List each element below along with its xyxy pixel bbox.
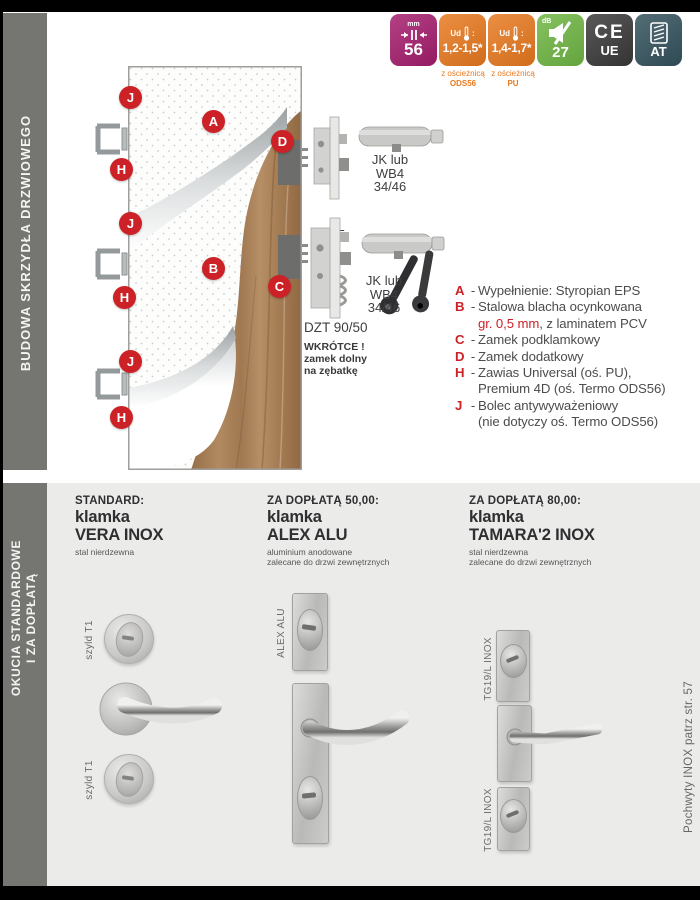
- column-tamara-header: ZA DOPŁATĄ 80,00: klamka TAMARA'2 INOX stal nierdzewna zalecane do drzwi zewnętrznych: [469, 495, 669, 567]
- legend-item-A: A - Wypełnienie: Styropian EPS: [455, 283, 641, 298]
- escutcheon-t1-bottom-image: [104, 754, 154, 804]
- tg19-label-top: TG19/L INOX: [482, 637, 494, 701]
- legend-item-B-line2: gr. 0,5 mm, z laminatem PCV: [478, 315, 647, 331]
- marker-H-bottom: H: [110, 406, 133, 429]
- badge-at: AT: [635, 14, 682, 66]
- side-note: Pochwyty INOX patrz str. 57: [683, 681, 695, 833]
- escutcheon-t1-top-image: [104, 614, 154, 664]
- sidebar-title-bottom-label: OKUCIA STANDARDOWE I ZA DOPŁATĄ: [9, 539, 38, 697]
- badge-ud-ods56: Ud : 1,2-1,5*: [439, 14, 486, 66]
- cylinder1-caption: JK lub WB4 34/46: [371, 152, 409, 194]
- top-border: [0, 0, 700, 12]
- legend-item-J: J - Bolec antywyważeniowy: [455, 397, 619, 413]
- bottom-border: [0, 886, 700, 900]
- legend-item-H: H - Zawias Universal (oś. PU),: [455, 365, 632, 381]
- marker-H-top: H: [110, 158, 133, 181]
- escutcheon-label-bottom: szyld T1: [83, 760, 95, 800]
- marker-B: B: [202, 257, 225, 280]
- tg19-label-bottom: TG19/L INOX: [482, 788, 494, 852]
- legend-item-H-line2: Premium 4D (oś. Termo ODS56): [478, 381, 666, 397]
- column-vera-material: stal nierdzewna: [75, 547, 135, 557]
- column-alex-material: aluminium anodowane zalecane do drzwi zewnętrznych: [267, 547, 390, 567]
- cylinder2-caption: JK lub WB4 34/46: [365, 273, 403, 315]
- badge-ud-pu: Ud : 1,4-1,7*: [488, 14, 535, 66]
- sidebar-title-bottom: [3, 503, 45, 733]
- marker-H-middle: H: [113, 286, 136, 309]
- marker-J-top: J: [119, 86, 142, 109]
- badge-ud-pu-caption: z ościeżnicą PU: [491, 69, 535, 88]
- column-alex-header: ZA DOPŁATĄ 50,00: klamka ALEX ALU aluminium anodowane zalecane do drzwi zewnętrznych: [267, 495, 457, 567]
- approval-document-icon: [647, 22, 671, 44]
- alex-lever-image: [296, 698, 424, 761]
- sidebar-title-top-label: BUDOWA SKRZYDŁA DRZWIOWEGO: [17, 114, 33, 372]
- badge-ud-ods56-caption: z ościeżnicą ODS56: [441, 69, 485, 88]
- thermometer-icon: [462, 26, 471, 42]
- marker-A: A: [202, 110, 225, 133]
- badge-acoustic: dB 27: [537, 14, 584, 66]
- thermometer-icon: [511, 26, 520, 42]
- ce-mark: CE: [594, 21, 625, 43]
- tamara-lever-image: [505, 716, 605, 757]
- lock-dzt-caption: DZT 90/50: [304, 320, 368, 335]
- legend-item-J-line2: (nie dotyczy oś. Termo ODS56): [478, 414, 659, 430]
- legend-item-C: C - Zamek podklamkowy: [455, 332, 601, 348]
- badge-door-thickness: mm 56: [390, 14, 437, 66]
- marker-J-middle: J: [119, 212, 142, 235]
- marker-D: D: [271, 130, 294, 153]
- marker-C: C: [268, 275, 291, 298]
- marker-J-bottom: J: [119, 350, 142, 373]
- handle-vera-image: [98, 678, 230, 745]
- hinge-middle: [94, 245, 130, 288]
- column-tamara-material: stal nierdzewna zalecane do drzwi zewnętrznych: [469, 547, 592, 567]
- sidebar-title-top: [3, 83, 47, 403]
- escutcheon-label-top: szyld T1: [83, 620, 95, 660]
- hinge-top: [94, 120, 130, 163]
- legend-item-D: D - Zamek dodatkowy: [455, 348, 584, 364]
- coming-soon-note: WKRÓTCE ! zamek dolny na zębatkę: [304, 341, 368, 377]
- construction-legend: [455, 283, 697, 431]
- alex-alu-label: ALEX ALU: [275, 608, 287, 658]
- spec-badges: [390, 14, 682, 66]
- main-lock-pocket: [278, 235, 302, 279]
- column-vera-header: STANDARD: klamka VERA INOX stal nierdzewna: [75, 495, 245, 557]
- legend-item-B: B - Stalowa blacha ocynkowana: [455, 299, 642, 315]
- badge-ce: CE UE: [586, 14, 633, 66]
